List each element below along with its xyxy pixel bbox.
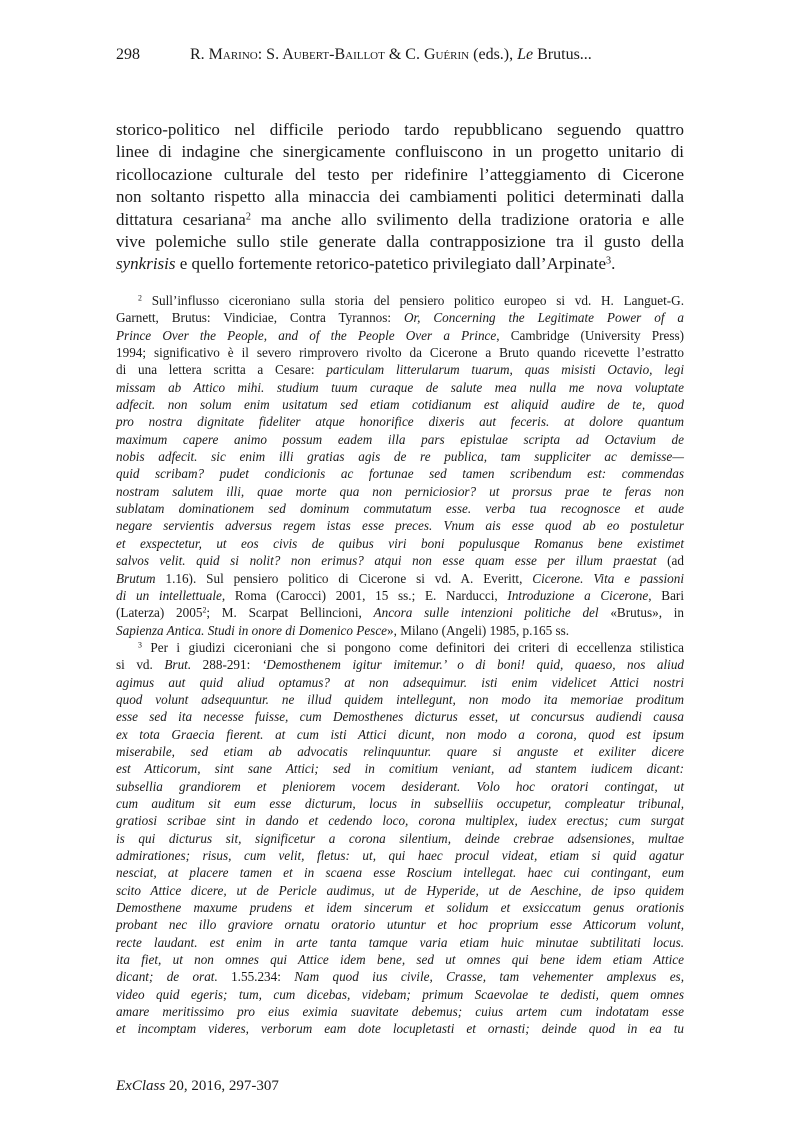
footnote-line — [116, 500, 684, 517]
footnote-line — [116, 760, 684, 777]
text-segment: », Milano (Angeli) 1985, p.165 ss. — [387, 622, 570, 638]
journal-footer — [116, 1078, 279, 1095]
footnote-line — [116, 656, 684, 673]
footnote-line — [116, 934, 684, 951]
text-segment: Brutus... — [533, 46, 592, 63]
text-segment: 1.16). Sul pensiero politico di Cicerone si vd. A. Everitt, — [155, 570, 533, 586]
text-segment: nostram salutem illi, quae morte qua non perniciosior? ut prorsus prae te feras non — [116, 483, 684, 499]
text-segment: agimus aut quid aliud optamus? at non adsequimur. isti enim videlicet Attici nostri — [116, 674, 684, 690]
footnote-line — [116, 587, 684, 604]
footnote-line — [116, 570, 684, 587]
text-segment: negare servientis adversus regem istas esse preces. Vnum ais esse quod ab eo postuletur — [116, 518, 684, 534]
footnote-line — [116, 674, 684, 691]
text-segment: linee di indagine che sinergicamente confluiscono in un progetto unitario di — [116, 142, 684, 162]
footnote-line — [116, 448, 684, 465]
text-segment: , Bari — [648, 587, 684, 603]
footnote-reference: 3 — [606, 255, 612, 267]
text-segment: est Atticorum, sint sane Attici; sed in comitium veniant, ad stantem iudicem dicant: — [116, 761, 684, 777]
footnote-line — [116, 864, 684, 881]
text-segment: , Roma (Carocci) 2001, 15 ss.; E. Narducci, — [221, 587, 508, 603]
journal-citation: 20, 2016, 297-307 — [165, 1078, 279, 1094]
footnote-line — [116, 292, 684, 309]
text-segment: particulam litterularum tuarum, quas misisti Octavio, legi — [326, 362, 684, 378]
footnote-line — [116, 951, 684, 968]
journal-name: ExClass — [116, 1078, 166, 1094]
text-segment: Or, Concerning the Legitimate Power of a — [403, 310, 684, 326]
text-segment: salvos velit. quid si nolit? non erimus? atqui non esse quam esse per illum praestat — [116, 553, 657, 569]
footnote-line — [116, 327, 684, 344]
text-segment: Demosthene maxume prudens et idem sincerum et solidum et exsiccatum genus orationis — [116, 900, 684, 916]
text-segment: (Laterza) 2005 — [116, 605, 203, 621]
text-segment: ex tota Graecia fierent. at cum isti Attici dicunt, non modo a corona, quod est ipsum — [116, 726, 684, 742]
text-segment: e quello fortemente retorico-patetico privilegiato dall’Arpinate — [175, 254, 606, 274]
text-segment: Prince Over the People, and of the People Over a Prince — [116, 327, 497, 343]
footnote-line — [116, 968, 684, 985]
text-segment: ita fiet, ut non omnes qui Attice idem bene, sed ut omnes qui bene idem etiam Attice — [116, 952, 684, 968]
text-segment: sublatam dominationem sed dominum commutatum esse. verba tua recognosce et aude — [116, 501, 684, 517]
text-segment: admirationes; risus, cum velit, fletus: ut, qui haec procul videat, etiam si quid agatur — [116, 848, 684, 863]
text-segment: pro nostra dignitate fideliter atque honorifice dixeris aut feceris. at dolore quantum — [116, 414, 684, 430]
footnote-reference: 3 — [138, 640, 142, 650]
footnote-line — [116, 361, 684, 378]
footnote-line — [116, 847, 684, 864]
text-segment: synkrisis — [116, 254, 176, 274]
text-segment: 1.55.234: — [217, 969, 295, 985]
text-segment: dicant; — [116, 969, 167, 985]
footnote-line — [116, 431, 684, 448]
text-segment: ricollocazione culturale del testo per ridefinire l’atteggiamento di Cicerone — [116, 164, 684, 184]
text-segment: gratiosi scribae sint in dando et cedendo loco, corona multiplex, iudex erectus; cum surgat — [116, 813, 684, 829]
footnote-line — [116, 535, 684, 552]
text-segment: ‘Demosthenem igitur imitemur.’ o di boni! quid, quaeso, nos aliud — [261, 657, 685, 673]
footnote-line — [116, 622, 684, 639]
footnote-line — [116, 483, 684, 500]
text-line — [116, 209, 684, 231]
text-segment: amare meritissimo pro eius eximia suavitate debemus; cuius artem cum indotatam esse — [116, 1004, 684, 1020]
text-segment: storico-politico nel difficile periodo tardo repubblicano seguendo quattro — [116, 120, 684, 139]
text-line — [116, 186, 684, 208]
text-segment: 288-291: — [191, 657, 262, 673]
footnote-line — [116, 691, 684, 708]
footnote-line — [116, 465, 684, 482]
text-segment: probant nec illo graviore ornatu oratorio utuntur et hoc proprium esse Atticorum volunt, — [116, 917, 684, 933]
text-segment: et incomptam videres, verborum eam dote locupletasti et ornasti; deinde quod in ea tu — [116, 1021, 684, 1037]
text-segment: cum auditum sit eum esse dicturum, locus in subselliis occupetur, compleatur tribunal, — [116, 795, 684, 811]
text-segment: Cicerone. Vita e passioni — [532, 570, 684, 586]
text-segment: di una lettera scritta a Cesare: — [116, 362, 327, 378]
footnote-reference: 2 — [138, 293, 142, 303]
text-segment: (eds.), — [469, 46, 518, 63]
text-segment: maximum capere animo possum eadem illa pars epistulae scripta ad Octavium de — [116, 431, 684, 447]
footnote-line — [116, 552, 684, 569]
footnote-line — [116, 795, 684, 812]
footnote-line — [116, 743, 684, 760]
footnote-line — [116, 899, 684, 916]
text-segment: quid scribam? pudet condicionis ac fortunae sed tamen scribendum est: commendas — [116, 466, 684, 482]
text-segment: de orat. — [166, 969, 218, 985]
text-segment: di un intellettuale — [116, 587, 222, 603]
footnote-reference: 2 — [245, 211, 251, 223]
text-segment: missam ab Attico mihi. studium tuum curaque de salute mea nulla me nova voluptate — [116, 379, 684, 395]
text-segment: . — [611, 254, 616, 274]
footnote-line — [116, 639, 684, 656]
footnote-line — [116, 726, 684, 743]
text-segment: «Brutus», in — [598, 605, 684, 621]
text-segment: Le — [517, 46, 534, 63]
text-line — [116, 164, 684, 186]
text-segment: quod volunt adsequuntur. ne illud quidem intellegunt, non modo ita memoriae proditum — [116, 691, 684, 707]
footnote-line — [116, 344, 684, 361]
body-paragraph — [116, 119, 684, 276]
text-segment: non soltanto rispetto alla minaccia dei cambiamenti politici determinati dalla — [116, 187, 684, 207]
footnote-reference: 2 — [202, 605, 207, 615]
text-segment: Ancora sulle intenzioni politiche del — [373, 605, 599, 621]
footnote-line — [116, 604, 684, 621]
text-segment: video quid egeris; tum, cum dicebas, videbam; primum Scaevolae te dedisti, quem omnes — [116, 986, 684, 1002]
text-segment: dittatura cesariana — [116, 209, 246, 229]
footnote-line — [116, 379, 684, 396]
text-segment: Sull’influsso ciceroniano sulla storia del pensiero politico europeo si vd. H. Languet-G. — [141, 293, 684, 308]
text-segment: Introduzione a Cicerone — [507, 587, 649, 603]
text-segment: nobis adfecit. sic enim illi gratias agis de re publica, tam suppliciter ac demisse— — [116, 449, 684, 465]
footnote-line — [116, 1003, 684, 1020]
text-segment: Brutum — [116, 570, 156, 586]
text-segment: Per i giudizi ciceroniani che si pongono come definitori dei criteri di eccellenza stilistica — [141, 639, 684, 655]
footnote-line — [116, 413, 684, 430]
footnote-line — [116, 812, 684, 829]
footnote-line — [116, 309, 684, 326]
text-segment: et exspectetur, ut eos civis de quibus viri boni populusque Romanus bene existimet — [116, 535, 684, 551]
text-segment: vive polemiche sullo stile generate dalla contrapposizione tra il gusto della — [116, 232, 684, 252]
footnotes — [116, 292, 684, 1038]
running-title — [190, 46, 592, 64]
page-number: 298 — [116, 46, 140, 63]
text-segment: miserabile, sed etiam ab advocatis relinquuntur. quare si anguste et exiliter dicere — [116, 743, 684, 759]
text-segment: Garnett, Brutus: Vindiciae, Contra Tyrannos: — [116, 310, 404, 326]
text-segment: Sapienza Antica. Studi in onore di Domenico Pesce — [116, 622, 388, 638]
footnote-line — [116, 778, 684, 795]
text-segment: si vd. — [116, 657, 165, 673]
footnote-line — [116, 1020, 684, 1037]
text-segment: recte laudant. est enim in arte tanta tamque varia etiam huic minutae subtilitati locus. — [116, 934, 684, 950]
footnote-line — [116, 916, 684, 933]
text-segment: (ad — [656, 553, 684, 569]
text-line — [116, 141, 684, 163]
text-segment: ma anche allo svilimento della tradizione oratoria e alle — [250, 209, 684, 229]
text-segment: Nam quod ius civile, Crasse, tam vehementer amplexus es, — [294, 969, 684, 985]
text-line — [116, 231, 684, 253]
text-segment: adfecit. non solum enim usitatum sed etiam cotidianum est aliquid audire de te, quod — [116, 397, 684, 413]
text-line — [116, 119, 684, 141]
text-segment: nesciat, at placere tamen et in scaena esse Roscium intellegat. haec cui contingant, eum — [116, 865, 684, 881]
footnote-line — [116, 708, 684, 725]
footnote-line — [116, 396, 684, 413]
text-segment: 1994; significativo è il severo rimprovero rivolto da Cicerone a Bruto quando ricevette l’estratto — [116, 345, 684, 361]
text-segment: R. Marino: S. Aubert-Baillot & C. Guérin — [190, 46, 470, 63]
text-line — [116, 253, 684, 275]
text-segment: ; M. Scarpat Bellincioni, — [206, 605, 374, 621]
footnote-line — [116, 517, 684, 534]
text-segment: , Cambridge (University Press) — [496, 327, 684, 343]
footnote-line — [116, 882, 684, 899]
footnote-line — [116, 986, 684, 1003]
text-segment: Brut. — [164, 657, 192, 673]
text-segment: esse sed ita necesse fuisse, cum Demosthenes dicturus esset, ut concursus audiendi causa — [116, 709, 684, 725]
footnote-line — [116, 830, 684, 847]
text-segment: is qui dicturus sit, significetur a corona silentium, deinde crebrae adsensiones, multae — [116, 830, 684, 846]
text-segment: scito Attice dicere, ut de Pericle audimus, ut de Hyperide, ut de Aeschine, de ipso quidem — [116, 882, 684, 898]
text-segment: subsellia grandiorem et pleniorem vocem desiderant. Volo hoc oratori contingat, ut — [116, 778, 684, 794]
